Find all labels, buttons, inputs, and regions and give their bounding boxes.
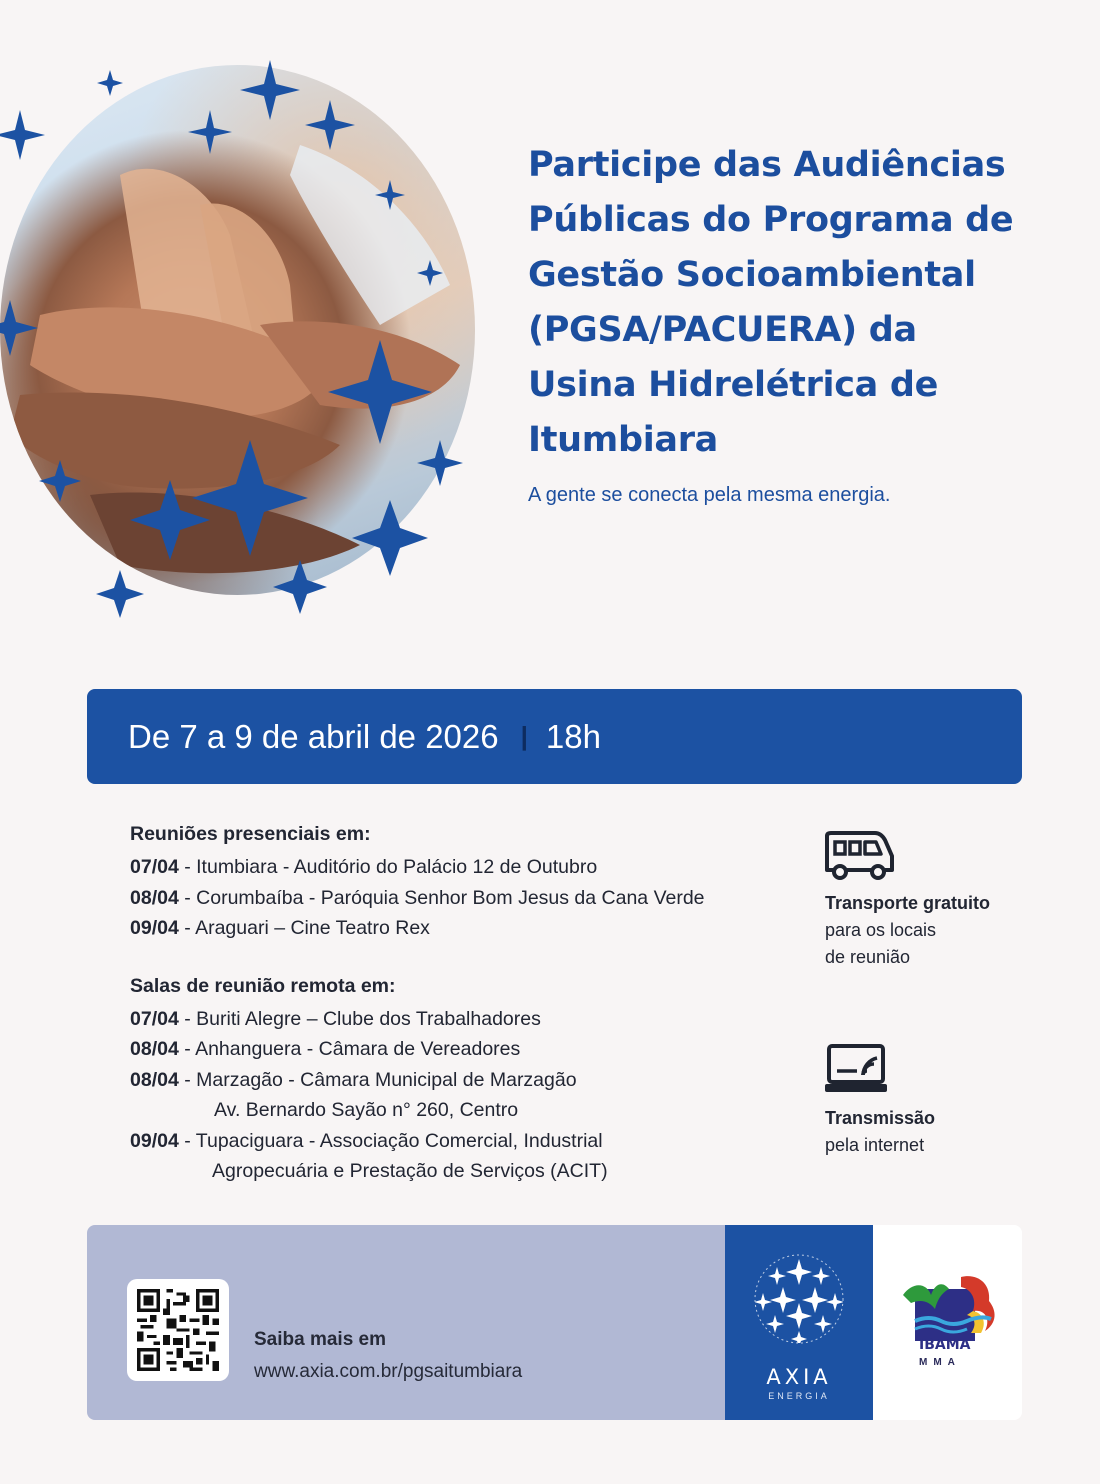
- list-item: [130, 913, 790, 944]
- meeting-place: - Anhanguera - Câmara de Vereadores: [178, 1038, 521, 1060]
- ibama-name: IBAMA: [919, 1337, 971, 1353]
- in-person-title: Reuniões presenciais em:: [130, 823, 371, 845]
- ibama-logo: [901, 1271, 999, 1361]
- sparkle-stars-decoration: [0, 40, 500, 620]
- axia-globe-logo: [753, 1253, 845, 1345]
- feature-text: de reunião: [825, 947, 911, 967]
- headline-line: Gestão Socioambiental: [528, 255, 976, 295]
- meeting-place: - Marzagão - Câmara Municipal de Marzagão: [178, 1068, 577, 1091]
- qr-code[interactable]: [127, 1279, 229, 1381]
- meeting-place: - Itumbiara - Auditório do Palácio 12 de Outubro: [178, 856, 598, 878]
- meeting-place: - Buriti Alegre – Clube dos Trabalhadores: [178, 1007, 541, 1030]
- date-banner: [87, 689, 1022, 784]
- feature-text: para os locais: [825, 920, 937, 940]
- tagline: A gente se conecta pela mesma energia.: [528, 484, 891, 506]
- meeting-place: - Tupaciguara - Associação Comercial, Industrial: [178, 1129, 603, 1152]
- meeting-date: 09/04: [130, 917, 179, 939]
- website-link[interactable]: www.axia.com.br/pgsaitumbiara: [254, 1361, 523, 1382]
- meeting-address: Av. Bernardo Sayão n° 260, Centro: [214, 1099, 519, 1121]
- internet-stream-feature: [825, 1105, 1045, 1159]
- meeting-date: 08/04: [130, 1038, 179, 1060]
- headline-line: Itumbiara: [528, 420, 718, 460]
- meeting-date: 07/04: [130, 856, 179, 878]
- meeting-date: 09/04: [130, 1129, 179, 1152]
- list-item: [130, 1034, 790, 1065]
- feature-title: Transporte gratuito: [825, 893, 991, 913]
- meetings-list: [130, 822, 790, 1187]
- free-transport-feature: [825, 890, 1045, 971]
- feature-text: pela internet: [825, 1135, 925, 1155]
- learn-more-label: Saiba mais em: [254, 1329, 387, 1350]
- meeting-date: 08/04: [130, 886, 179, 909]
- bus-icon: [823, 830, 895, 880]
- headline-line: Públicas do Programa de: [528, 200, 1014, 240]
- axia-logo-panel: [725, 1225, 873, 1420]
- headline-line: Participe das Audiências: [528, 145, 1006, 185]
- ibama-logo-panel: [873, 1225, 1022, 1420]
- hero-image: [0, 40, 500, 620]
- list-item: [130, 1065, 790, 1096]
- axia-name: AXIA: [766, 1365, 832, 1389]
- ibama-subtitle: MMA: [919, 1357, 961, 1368]
- qr-code-icon: [137, 1289, 219, 1371]
- meeting-date: 07/04: [130, 1007, 179, 1030]
- meeting-place: - Araguari – Cine Teatro Rex: [178, 917, 430, 939]
- meeting-place-continuation: Agropecuária e Prestação de Serviços (ACIT): [212, 1160, 608, 1182]
- footer-info-panel: [87, 1225, 725, 1420]
- axia-subtitle: ENERGIA: [768, 1391, 830, 1401]
- list-item: [130, 852, 790, 883]
- remote-title: Salas de reunião remota em:: [130, 974, 396, 997]
- meeting-place: - Corumbaíba - Paróquia Senhor Bom Jesus da Cana Verde: [178, 886, 705, 909]
- meeting-date: 08/04: [130, 1068, 179, 1091]
- event-time: 18h: [545, 717, 601, 755]
- event-dates: De 7 a 9 de abril de 2026: [128, 717, 499, 755]
- list-item: [130, 1004, 790, 1035]
- headline-line: (PGSA/PACUERA) da: [528, 310, 917, 350]
- list-item: [130, 1126, 790, 1157]
- laptop-wifi-icon: [823, 1043, 889, 1095]
- feature-title: Transmissão: [825, 1108, 936, 1128]
- headline-line: Usina Hidrelétrica de: [528, 365, 939, 405]
- headline: [528, 138, 1048, 468]
- list-item: [130, 883, 790, 914]
- date-separator: |: [520, 721, 528, 751]
